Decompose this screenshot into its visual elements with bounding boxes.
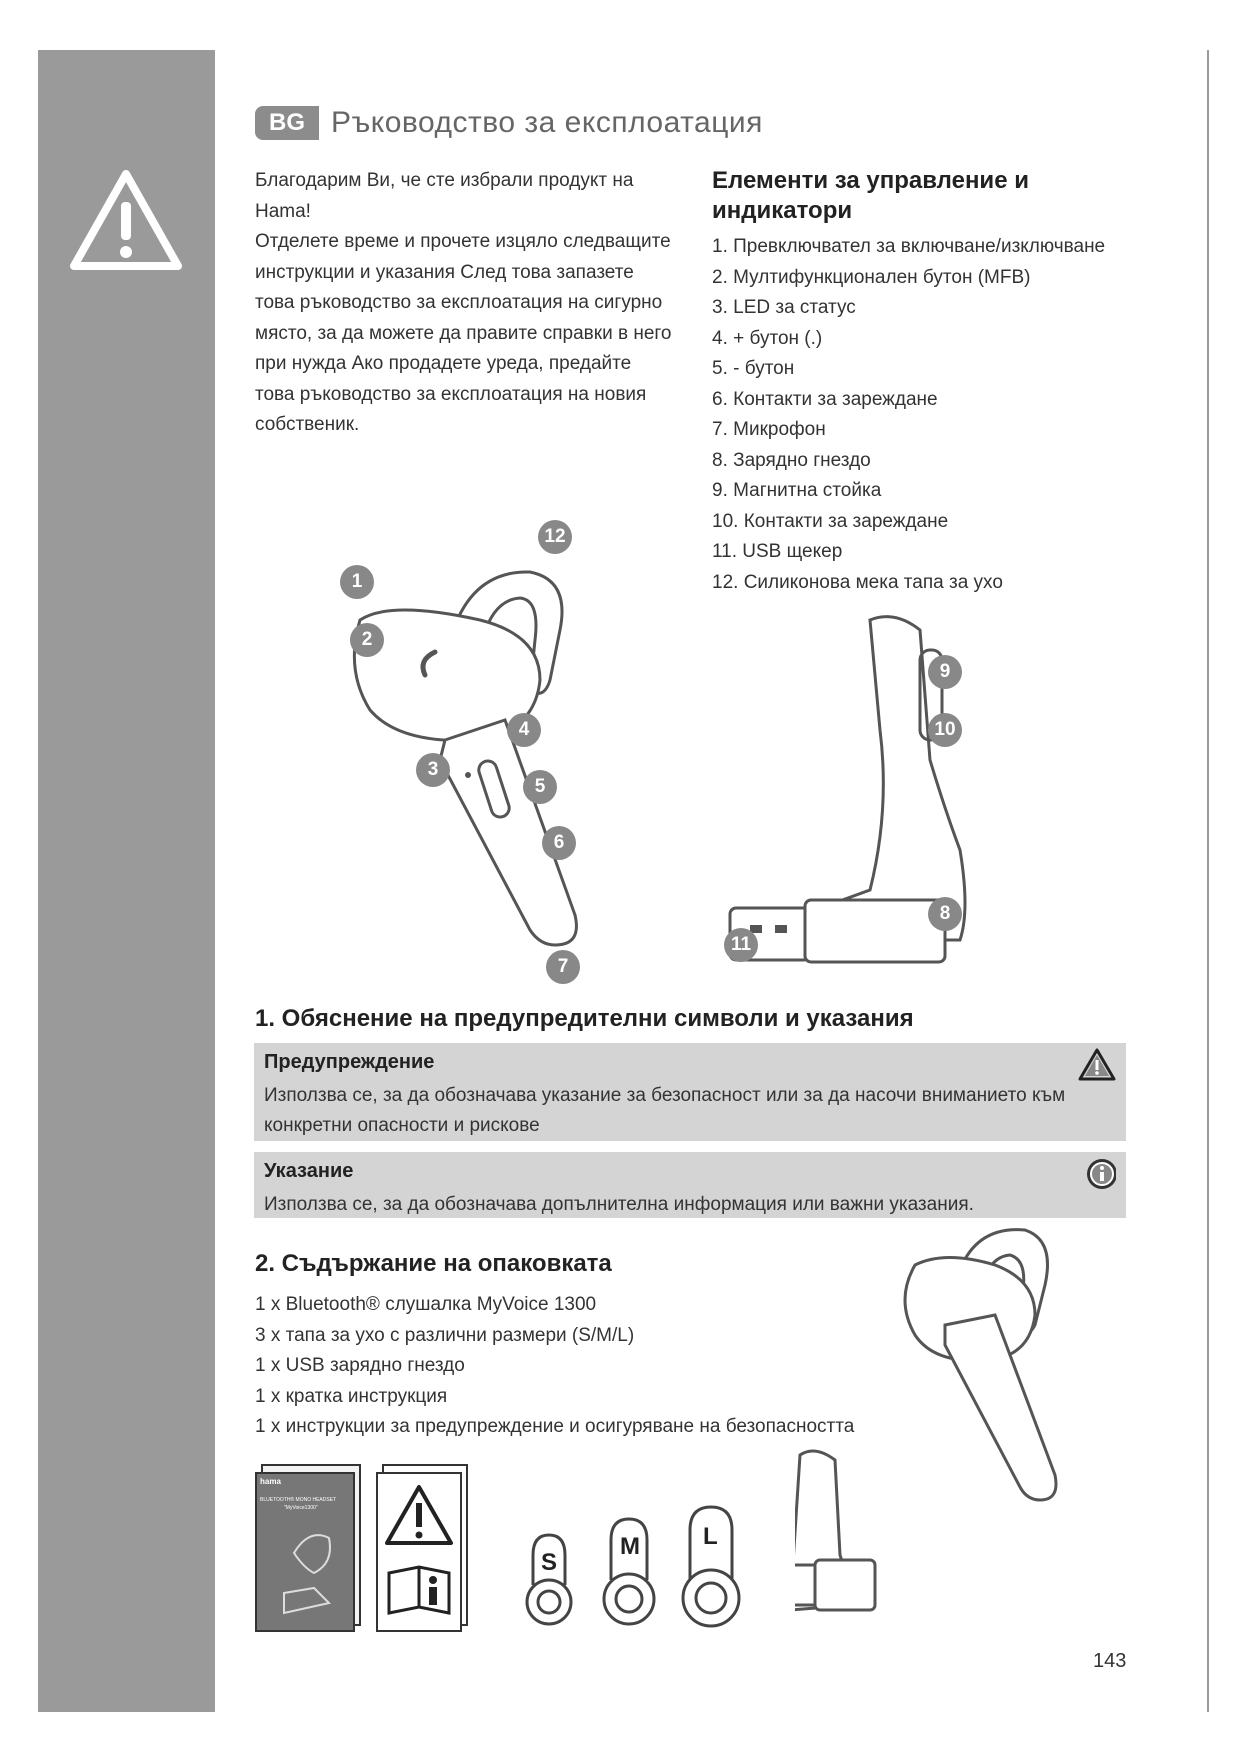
page-title: Ръководство за експлоатация (331, 106, 763, 139)
right-edge-rule (1207, 50, 1209, 1712)
intro-paragraph (255, 166, 700, 441)
intro-line: това ръководство за експлоатация на сигурно (255, 292, 663, 313)
intro-line: Благодарим Ви, че сте избрали продукт на (255, 170, 634, 191)
page-header (255, 105, 763, 141)
intro-line: при нужда Ако продадете уреда, предайте (255, 353, 632, 374)
section-2-title: 2. Съдържание на опаковката (255, 1250, 612, 1277)
list-item: 6. Контакти за зареждане (712, 388, 938, 410)
callout-badge-10: 10 (928, 713, 962, 747)
list-item: 8. Зарядно гнездо (712, 449, 871, 471)
callout-badge-6: 6 (542, 826, 576, 860)
ear-tip-size-m: M (620, 1533, 640, 1560)
intro-line: това ръководство за експлоатация на новия (255, 383, 647, 405)
booklet-title: BLUETOOTH® MONO HEADSET (260, 1497, 337, 1503)
controls-list-section (712, 166, 1132, 598)
package-headset-drawing (795, 1225, 1140, 1635)
warning-title: Предупреждение (264, 1051, 435, 1073)
list-item: 1 x инструкции за предупреждение и осигуряване на безопасността (255, 1416, 855, 1437)
safety-leaflet-illustration (375, 1463, 470, 1633)
list-item: 12. Силиконова мека тапа за ухо (712, 571, 1003, 593)
callout-badge-3: 3 (416, 753, 450, 787)
list-item: 1. Превключвател за включване/изключване (712, 236, 1106, 257)
callout-badge-12: 12 (538, 520, 572, 554)
list-item: 7. Микрофон (712, 419, 826, 440)
list-item: 1 x Bluetooth® слушалка MyVoice 1300 (255, 1294, 597, 1315)
page-number: 143 (1093, 1650, 1127, 1672)
list-item: 3. LED за статус (712, 297, 856, 318)
callout-badge-11: 11 (724, 928, 758, 962)
ear-tip-size-l: L (703, 1523, 718, 1550)
list-item: 2. Мултифункционален бутон (MFB) (712, 266, 1031, 288)
callout-badge-5: 5 (523, 770, 557, 804)
section-1-title: 1. Обяснение на предупредителни символи и указания (255, 1005, 914, 1032)
warning-triangle-icon (68, 168, 184, 274)
intro-line: място, за да можете да правите справки в него (255, 322, 672, 344)
intro-line: Отделете време и прочете изцяло следващите (255, 231, 671, 252)
ear-tips-illustration (525, 1505, 755, 1635)
list-item: 4. + бутон (.) (712, 327, 823, 349)
warning-box (254, 1043, 1126, 1141)
booklet-brand: hama (260, 1477, 281, 1486)
warning-text: Използва се, за да обозначава указание за безопасност или за да насочи вниманието към конкретни опасности и рискове (264, 1085, 1066, 1136)
charging-dock-figure (720, 610, 980, 990)
callout-badge-1: 1 (340, 565, 374, 599)
controls-list (712, 232, 1132, 598)
warning-icon (1078, 1048, 1116, 1082)
intro-line: инструкции и указания След това запазете (255, 261, 634, 283)
callout-badge-4: 4 (507, 713, 541, 747)
list-item: 3 x тапа за ухо с различни размери (S/M/L) (255, 1324, 635, 1346)
note-title: Указание (264, 1160, 354, 1182)
package-contents-list (255, 1290, 854, 1443)
callout-badge-7: 7 (546, 950, 580, 984)
quick-guide-booklet (254, 1463, 362, 1633)
ear-tip-size-s: S (541, 1549, 558, 1576)
list-item: 1 x кратка инструкция (255, 1385, 448, 1407)
note-text: Използва се, за да обозначава допълнителна информация или важни указания. (264, 1194, 974, 1215)
intro-line: Hama! (255, 200, 311, 222)
callout-badge-2: 2 (350, 623, 384, 657)
controls-heading: Елементи за управление и индикатори (712, 167, 1029, 224)
list-item: 10. Контакти за зареждане (712, 510, 949, 532)
headset-figure (330, 526, 600, 990)
note-box (254, 1152, 1126, 1218)
ear-tips-drawing (525, 1505, 755, 1635)
package-headset-illustration (795, 1225, 1140, 1635)
callout-badge-8: 8 (928, 897, 962, 931)
list-item: 1 x USB зарядно гнездо (255, 1355, 465, 1376)
list-item: 9. Магнитна стойка (712, 480, 882, 501)
info-icon (1078, 1157, 1116, 1191)
language-tag: BG (255, 106, 319, 140)
list-item: 5. - бутон (712, 358, 795, 379)
callout-badge-9: 9 (928, 655, 962, 689)
left-sidebar-band (38, 50, 215, 1712)
booklet-drawing (254, 1463, 362, 1633)
list-item: 11. USB щекер (712, 541, 843, 562)
intro-line: собственик. (255, 414, 360, 435)
booklet-subtitle: "MyVoice1300" (284, 1505, 318, 1511)
